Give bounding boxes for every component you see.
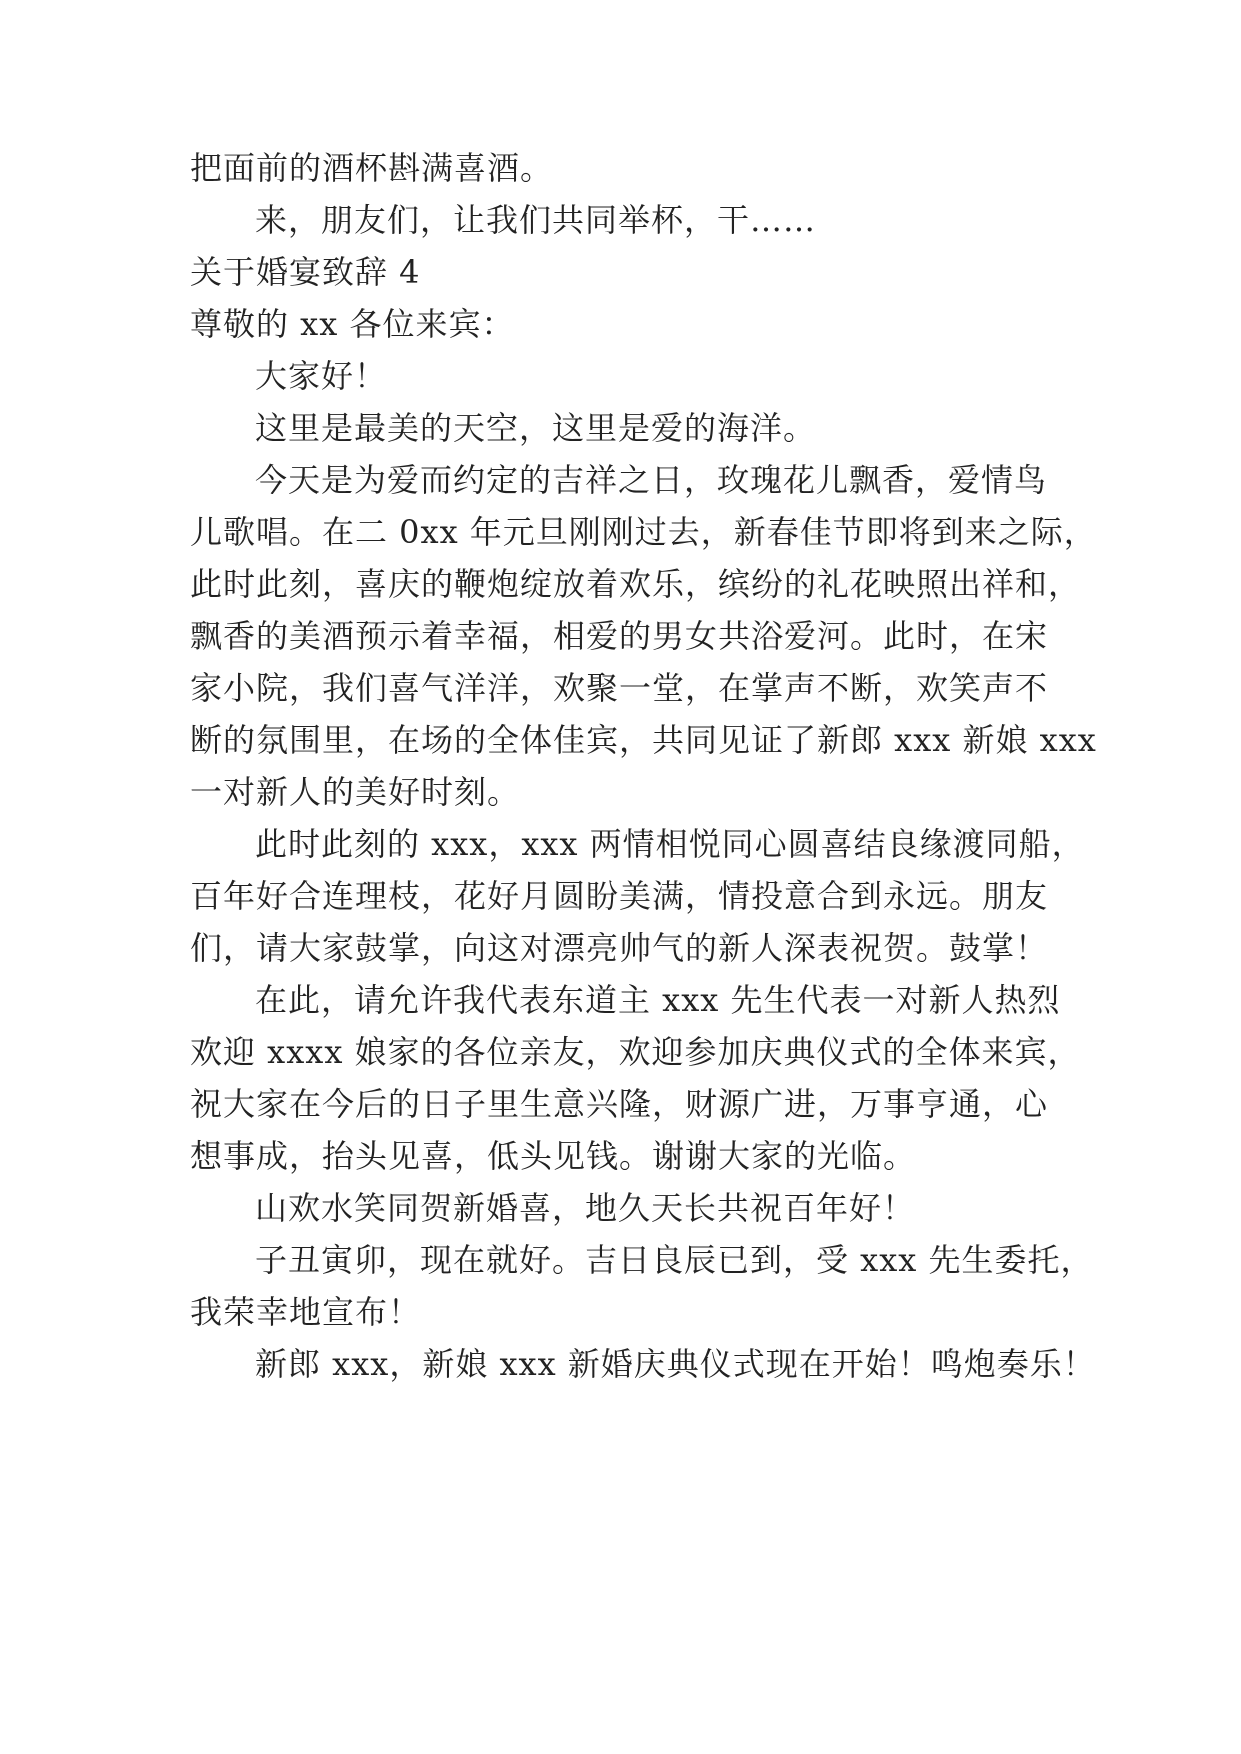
paragraph-line: 断的氛围里，在场的全体佳宾，共同见证了新郎 xxx 新娘 xxx	[190, 721, 1097, 759]
paragraph-line: 祝大家在今后的日子里生意兴隆，财源广进，万事亨通，心	[190, 1085, 1049, 1123]
paragraph-line: 子丑寅卯，现在就好。吉日良辰已到，受 xxx 先生委托，	[255, 1241, 1094, 1279]
paragraph-line: 新郎 xxx，新娘 xxx 新婚庆典仪式现在开始！鸣炮奏乐！	[255, 1345, 1096, 1383]
salutation: 尊敬的 xx 各位来宾：	[190, 305, 515, 343]
paragraph-line: 飘香的美酒预示着幸福，相爱的男女共浴爱河。此时，在宋	[190, 617, 1049, 655]
paragraph-line: 来，朋友们，让我们共同举杯，干……	[255, 201, 817, 239]
section-heading: 关于婚宴致辞 4	[190, 253, 421, 291]
paragraph-line: 山欢水笑同贺新婚喜，地久天长共祝百年好！	[255, 1189, 916, 1227]
paragraph-line: 这里是最美的天空，这里是爱的海洋。	[255, 409, 817, 447]
paragraph-line: 今天是为爱而约定的吉祥之日，玫瑰花儿飘香，爱情鸟	[255, 461, 1048, 499]
paragraph-line: 此时此刻的 xxx，xxx 两情相悦同心圆喜结良缘渡同船，	[255, 825, 1085, 863]
paragraph-line: 把面前的酒杯斟满喜酒。	[190, 149, 554, 187]
paragraph-line: 儿歌唱。在二 0xx 年元旦刚刚过去，新春佳节即将到来之际，	[190, 513, 1097, 551]
paragraph-line: 百年好合连理枝，花好月圆盼美满，情投意合到永远。朋友	[190, 877, 1049, 915]
paragraph-line: 欢迎 xxxx 娘家的各位亲友，欢迎参加庆典仪式的全体来宾，	[190, 1033, 1081, 1071]
paragraph-line: 想事成，抬头见喜，低头见钱。谢谢大家的光临。	[190, 1137, 917, 1175]
paragraph-line: 我荣幸地宣布！	[190, 1293, 422, 1331]
paragraph-line: 此时此刻，喜庆的鞭炮绽放着欢乐，缤纷的礼花映照出祥和，	[190, 565, 1082, 603]
paragraph-line: 家小院，我们喜气洋洋，欢聚一堂，在掌声不断，欢笑声不	[190, 669, 1049, 707]
paragraph-line: 在此，请允许我代表东道主 xxx 先生代表一对新人热烈	[255, 981, 1061, 1019]
paragraph-line: 们，请大家鼓掌，向这对漂亮帅气的新人深表祝贺。鼓掌！	[190, 929, 1049, 967]
paragraph-line: 一对新人的美好时刻。	[190, 773, 521, 811]
paragraph-line: 大家好！	[255, 357, 388, 395]
